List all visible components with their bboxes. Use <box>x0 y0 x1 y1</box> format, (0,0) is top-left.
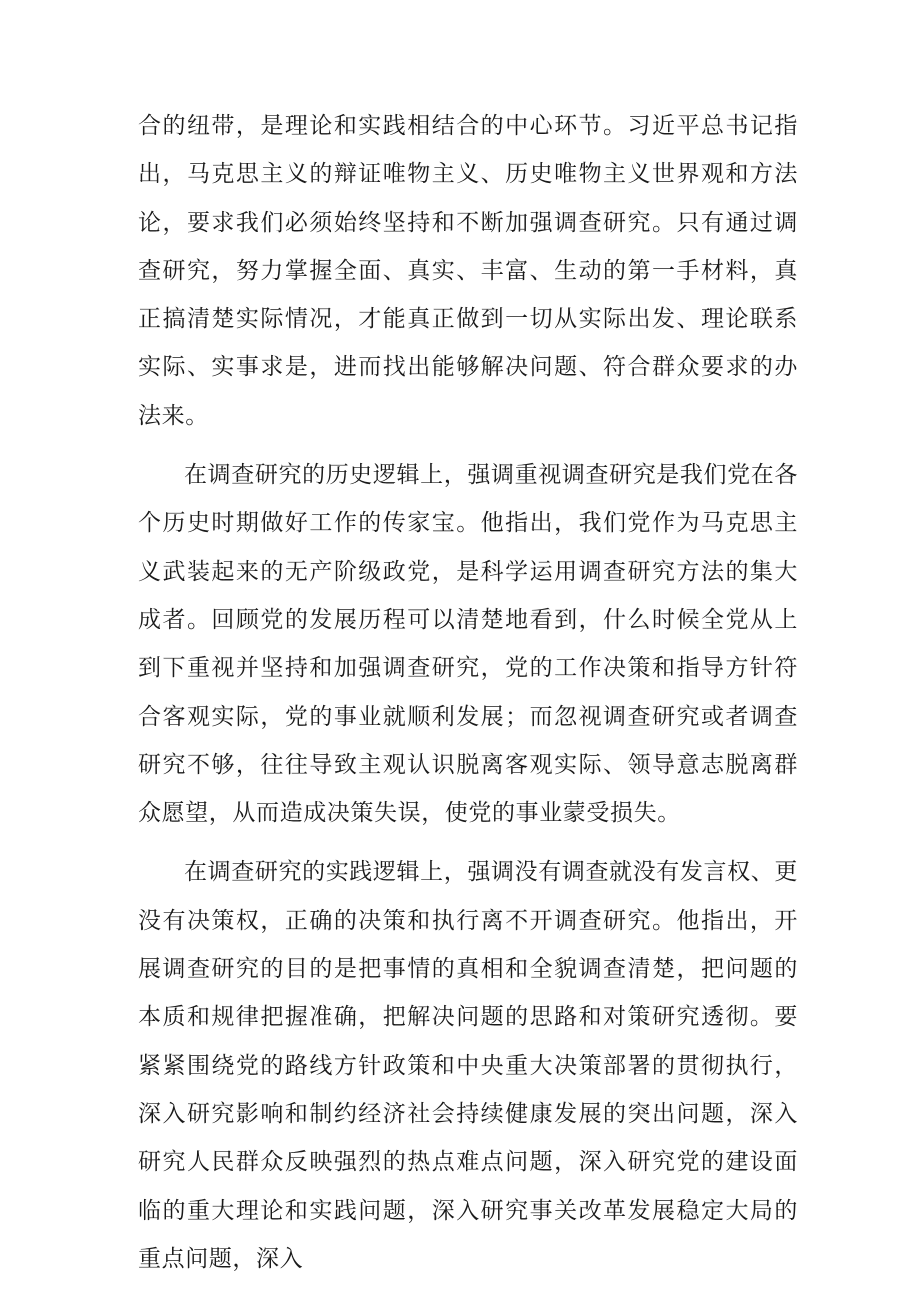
paragraph-3: 在调查研究的实践逻辑上，强调没有调查就没有发言权、更没有决策权，正确的决策和执行离不开调查研究。他指出，开展调查研究的目的是把事情的真相和全貌调查清楚，把问题的本质和规律把握准确，把解决问题的思路和对策研究透彻。要紧紧围绕党的路线方针政策和中央重大决策部署的贯彻执行，深入研究影响和制约经济社会持续健康发展的突出问题，深入研究人民群众反映强烈的热点难点问题，深入研究党的建设面临的重大理论和实践问题，深入研究事关改革发展稳定大局的重点问题，深入 <box>138 859 798 1272</box>
document-body <box>138 102 798 1283</box>
paragraph-2: 在调查研究的历史逻辑上，强调重视调查研究是我们党在各个历史时期做好工作的传家宝。他指出，我们党作为马克思主义武装起来的无产阶级政党，是科学运用调查研究方法的集大成者。回顾党的发展历程可以清楚地看到，什么时候全党从上到下重视并坚持和加强调查研究，党的工作决策和指导方针符合客观实际，党的事业就顺利发展；而忽视调查研究或者调查研究不够，往往导致主观认识脱离客观实际、领导意志脱离群众愿望，从而造成决策失误，使党的事业蒙受损失。 <box>138 462 798 827</box>
paragraph-1: 合的纽带，是理论和实践相结合的中心环节。习近平总书记指出，马克思主义的辩证唯物主义、历史唯物主义世界观和方法论，要求我们必须始终坚持和不断加强调查研究。只有通过调查研究，努力掌握全面、真实、丰富、生动的第一手材料，真正搞清楚实际情况，才能真正做到一切从实际出发、理论联系实际、实事求是，进而找出能够解决问题、符合群众要求的办法来。 <box>138 113 798 429</box>
